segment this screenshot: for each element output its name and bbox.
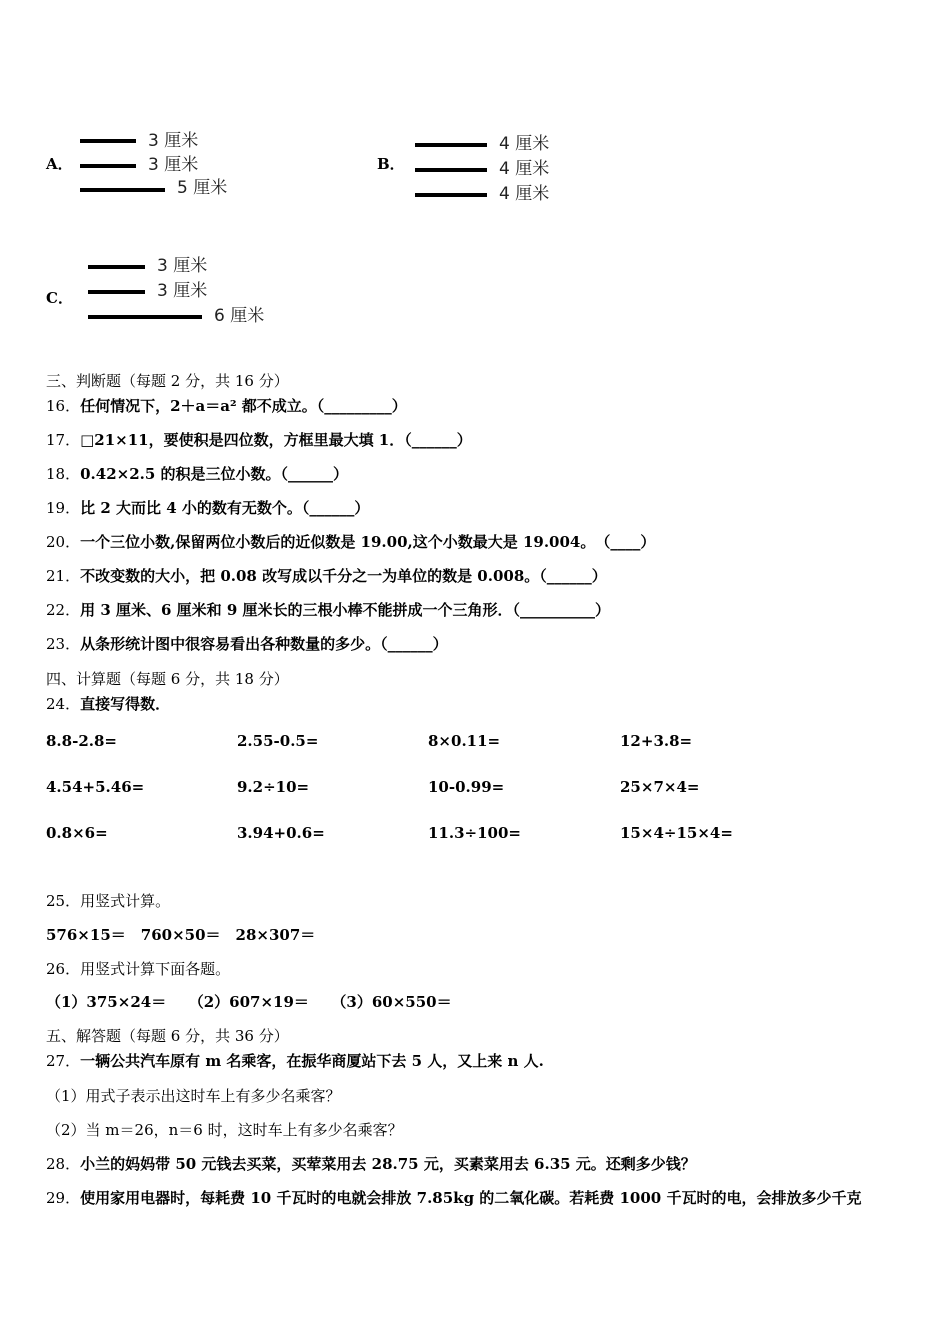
segment-line [415, 168, 487, 172]
segment-label: 4 厘米 [499, 134, 550, 154]
question-text: 比 2 大而比 4 小的数有无数个。（______） [80, 499, 370, 517]
question-text: 用竖式计算。 [80, 892, 171, 910]
question-number: 23． [46, 635, 81, 653]
segment-line [415, 143, 487, 147]
question-text: □21×11，要使积是四位数，方框里最大填 1．（______） [80, 431, 472, 449]
segment-line [88, 315, 202, 319]
segment-line [88, 290, 145, 294]
question-text: 不改变数的大小，把 0.08 改写成以千分之一为单位的数是 0.008。（______） [80, 567, 607, 585]
question-number: 19． [46, 499, 81, 517]
question-27-part-2: （2）当 m＝26，n＝6 时，这时车上有多少名乘客？ [46, 1121, 403, 1139]
question-25 [46, 890, 170, 911]
segment-line [88, 265, 145, 269]
section-heading: 四、计算题（每题 6 分，共 18 分） [46, 670, 289, 688]
option-b-label: B． [377, 155, 405, 173]
question-28 [46, 1153, 696, 1174]
segment-line [80, 164, 136, 168]
segment-label: 5 厘米 [177, 178, 228, 198]
question-21 [46, 565, 607, 586]
segment-label: 6 厘米 [214, 306, 265, 326]
question-number: 27． [46, 1052, 81, 1070]
calc-item: 10-0.99= [428, 778, 505, 796]
question-number: 24． [46, 695, 81, 713]
question-19 [46, 497, 369, 518]
question-text: 小兰的妈妈带 50 元钱去买菜，买荤菜用去 28.75 元，买素菜用去 6.35 元。还剩多少钱？ [80, 1155, 696, 1173]
segment-label: 4 厘米 [499, 184, 550, 204]
segment-label: 3 厘米 [157, 256, 208, 276]
section-heading: 三、判断题（每题 2 分，共 16 分） [46, 372, 289, 390]
calc-item: 9.2÷10= [237, 778, 310, 796]
question-16 [46, 395, 407, 416]
segment-line [415, 193, 487, 197]
calc-item: 4.54+5.46= [46, 778, 145, 796]
question-text: 一个三位小数,保留两位小数后的近似数是 19.00,这个小数最大是 19.004。 （____） [80, 533, 656, 551]
question-number: 26． [46, 960, 81, 978]
option-c-label: C． [46, 289, 73, 307]
question-27 [46, 1050, 544, 1071]
calc-item: 8×0.11= [428, 732, 501, 750]
question-text: 从条形统计图中很容易看出各种数量的多少。（______） [80, 635, 448, 653]
calc-item: 11.3÷100= [428, 824, 521, 842]
question-text: 用 3 厘米、6 厘米和 9 厘米长的三根小棒不能拼成一个三角形．（__________） [80, 601, 611, 619]
segment-label: 3 厘米 [157, 281, 208, 301]
question-text: 0.42×2.5 的积是三位小数。（______） [80, 465, 349, 483]
question-text: 使用家用电器时，每耗费 10 千瓦时的电就会排放 7.85kg 的二氧化碳。若耗费 1000 千瓦时的电，会排放多少千克 [80, 1189, 862, 1207]
question-text: 任何情况下，2＋a＝a² 都不成立。（_________） [80, 397, 407, 415]
question-20 [46, 531, 655, 552]
segment-label: 3 厘米 [148, 131, 199, 151]
calc-item: 8.8-2.8= [46, 732, 117, 750]
question-23 [46, 633, 448, 654]
calc-item: 15×4÷15×4= [620, 824, 733, 842]
question-26-items: （1）375×24＝ （2）607×19＝ （3）60×550＝ [46, 993, 452, 1011]
calc-item: 25×7×4= [620, 778, 700, 796]
question-29 [46, 1187, 861, 1208]
question-number: 22． [46, 601, 81, 619]
option-a-label: A． [46, 155, 73, 173]
question-number: 28． [46, 1155, 81, 1173]
segment-line [80, 188, 165, 192]
calc-item: 0.8×6= [46, 824, 108, 842]
question-number: 16． [46, 397, 81, 415]
calc-item: 3.94+0.6= [237, 824, 325, 842]
question-number: 17． [46, 431, 81, 449]
question-24 [46, 693, 170, 714]
question-text: 直接写得数． [80, 695, 171, 713]
question-number: 20． [46, 533, 81, 551]
segment-label: 4 厘米 [499, 159, 550, 179]
question-number: 29． [46, 1189, 81, 1207]
question-18 [46, 463, 348, 484]
question-text: 一辆公共汽车原有 m 名乘客，在振华商厦站下去 5 人，又上来 n 人. [80, 1052, 544, 1070]
question-number: 25． [46, 892, 81, 910]
question-text: 用竖式计算下面各题。 [80, 960, 231, 978]
question-number: 21． [46, 567, 81, 585]
question-22 [46, 599, 610, 620]
question-26 [46, 958, 230, 979]
question-17 [46, 429, 472, 450]
question-25-items: 576×15＝ 760×50＝ 28×307＝ [46, 926, 316, 944]
segment-label: 3 厘米 [148, 155, 199, 175]
calc-item: 2.55-0.5= [237, 732, 319, 750]
calc-item: 12+3.8= [620, 732, 693, 750]
segment-line [80, 139, 136, 143]
section-heading: 五、解答题（每题 6 分，共 36 分） [46, 1027, 289, 1045]
question-27-part-1: （1）用式子表示出这时车上有多少名乘客？ [46, 1087, 341, 1105]
question-number: 18． [46, 465, 81, 483]
